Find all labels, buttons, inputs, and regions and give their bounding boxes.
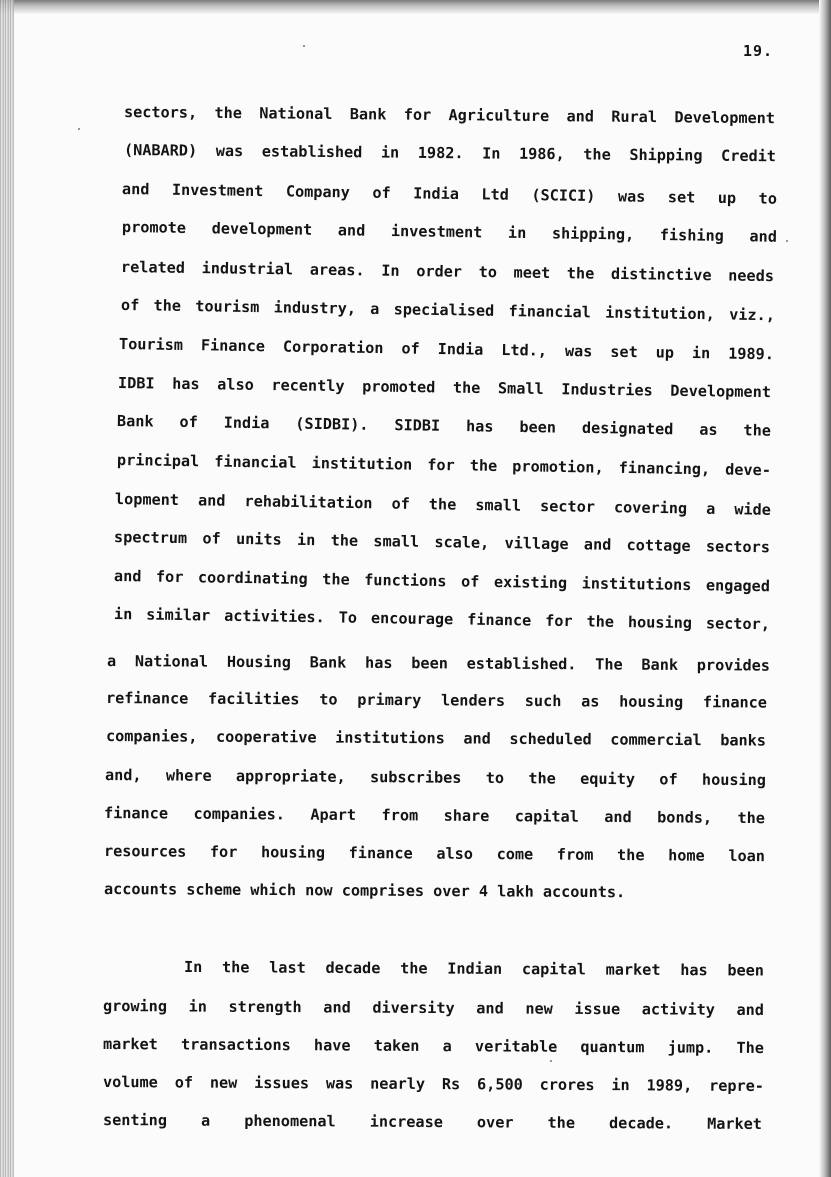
scan-speck bbox=[78, 128, 80, 130]
text-line: and, where appropriate, subscribes to the equity of housing bbox=[104, 766, 767, 790]
text-line: Tourism Finance Corporation of India Ltd., was set up in 1989. bbox=[118, 335, 775, 364]
text-line: lopment and rehabilitation of the small sector covering a wide bbox=[114, 490, 772, 519]
text-line: and Investment Company of India Ltd (SCICI) was set up to bbox=[121, 180, 778, 208]
text-line: resources for housing finance also come from the home loan bbox=[103, 842, 766, 866]
book-binding-edge bbox=[0, 0, 14, 1177]
text-line: companies, cooperative institutions and scheduled commercial banks bbox=[105, 727, 767, 750]
text-line: market transactions have taken a veritable quantum jump. The bbox=[102, 1035, 765, 1058]
text-line: a National Housing Bank has been established. The Bank provides bbox=[106, 652, 771, 675]
text-line: finance companies. Apart from share capital and bonds, the bbox=[103, 804, 766, 828]
page-number: 19. bbox=[743, 42, 774, 60]
text-line: (NABARD) was established in 1982. In 1986, the Shipping Credit bbox=[123, 141, 777, 166]
scan-top-shadow bbox=[0, 0, 831, 14]
text-line: promote development and investment in shipping, fishing and bbox=[121, 218, 778, 246]
text-line: accounts scheme which now comprises over 4 lakh accounts. bbox=[103, 880, 626, 902]
text-line: In the last decade the Indian capital market has been bbox=[183, 958, 765, 980]
text-line: growing in strength and diversity and new issue activity and bbox=[102, 997, 765, 1020]
text-line: Bank of India (SIDBI). SIDBI has been designated as the bbox=[116, 412, 772, 440]
text-line: refinance facilities to primary lenders such as housing finance bbox=[105, 689, 768, 712]
text-line: volume of new issues was nearly Rs 6,500 crores in 1989, repre- bbox=[102, 1073, 765, 1096]
text-line: related industrial areas. In order to meet the distinctive needs bbox=[120, 258, 775, 286]
text-line: senting a phenomenal increase over the decade. Market bbox=[102, 1111, 763, 1134]
text-line: principal financial institution for the promotion, financing, deve- bbox=[116, 451, 772, 480]
text-line: sectors, the National Bank for Agriculture and Rural Development bbox=[123, 103, 776, 128]
text-line: in similar activities. To encourage finance for the housing sector, bbox=[113, 605, 771, 634]
scan-speck bbox=[786, 240, 788, 242]
text-line: IDBI has also recently promoted the Small Industries Development bbox=[117, 374, 772, 402]
scan-speck bbox=[550, 1060, 552, 1062]
text-line: and for coordinating the functions of existing institutions engaged bbox=[113, 567, 771, 596]
text-line: spectrum of units in the small scale, village and cottage sectors bbox=[113, 528, 771, 557]
page-right-edge bbox=[819, 0, 831, 1177]
text-line: of the tourism industry, a specialised financial institution, viz., bbox=[120, 296, 776, 325]
scan-speck bbox=[303, 45, 305, 47]
